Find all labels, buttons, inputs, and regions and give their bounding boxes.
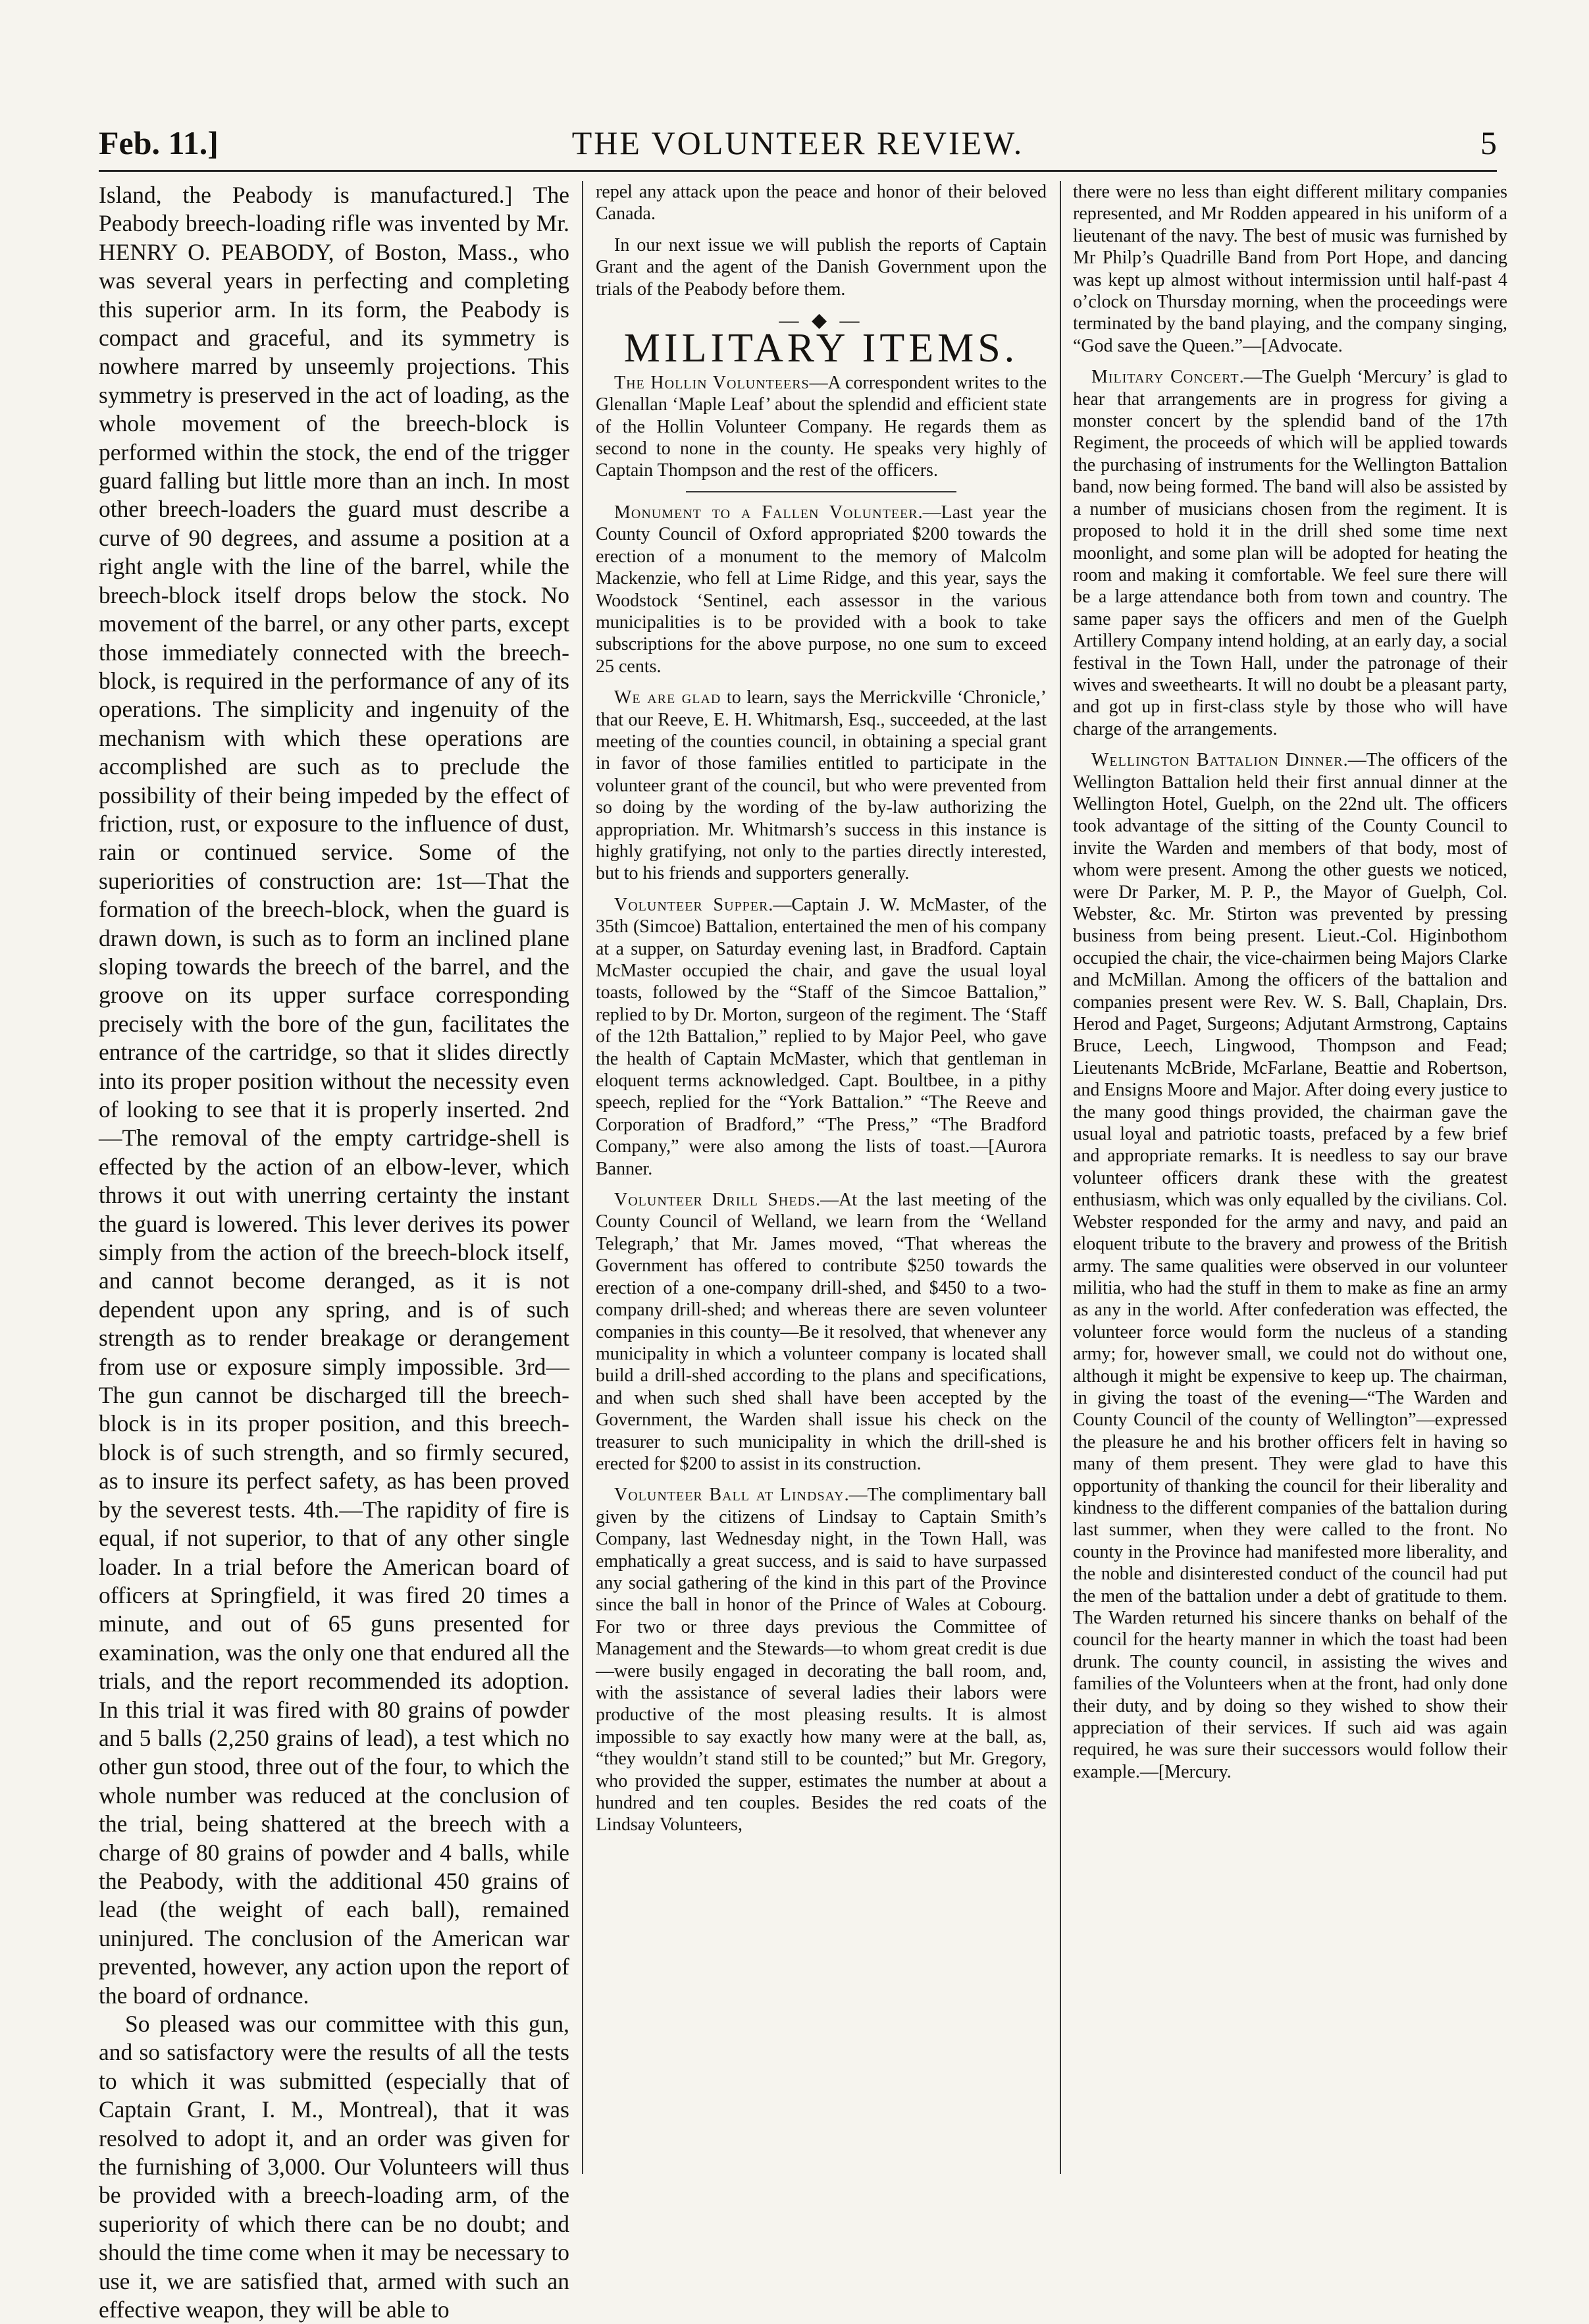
article-continuation: repel any attack upon the peace and honor of their beloved Canada. [596, 182, 1047, 224]
news-item-text: .—The complimentary ball given by the citizens of Lindsay to Captain Smith’s Company, last Wednesday night, in the Town Hall, was emphatically a great success, and is said to have surpassed any social gathering of the kind in this part of the Province since the ball in honor of the Prince of Wales at Cobourg. For two or three days previous the Committee of Management and the Stewards—to whom great credit is due—were busily engaged in decorating the ball room, and, with the assistance of several ladies their labors were productive of the most pleasing results. It is almost impossible to say exactly how many were at the ball, as, “they wouldn’t stand still to be counted;” but Mr. Gregory, who provided the supper, estimates the number at about a hundred and ten couples. Besides the red coats of the Lindsay Volunteers, [596, 1485, 1047, 1835]
ornament-divider: — ◆ — [779, 309, 864, 332]
news-item-text: .—At the last meeting of the County Council of Welland, we learn from the ‘Welland Telegraph,’ that Mr. James moved, “That whereas the Government has offered to contribute $250 towards the erection of a one-company drill-shed, and $450 to a two-company drill-shed; and whereas there are seven volunteer companies in this county—Be it resolved, that whenever any municipality in which a volunteer company is located shall build a drill-shed according to the plans and specifications, and when such shed shall have been accepted by the Government, the Warden shall issue his check on the treasurer to such municipality in which the drill-shed is erected for $200 to assist in its construction. [596, 1190, 1047, 1474]
section-title: MILITARY ITEMS. [623, 326, 1019, 371]
news-item [596, 372, 1047, 482]
news-item [1073, 749, 1507, 1783]
news-item-text: .—The officers of the Wellington Battalion held their first annual dinner at the Wellington Hotel, Guelph, on the 22nd ult. The officers took advantage of the sitting of the County Council to invite the Warden and members of that body, most of whom were present. Among the other guests we noticed, were Dr Parker, M. P. P., the Mayor of Guelph, Col. Webster, &c. Mr. Stirton was prevented by pressing business from being present. Lieut.-Col. Higinbothom occupied the chair, the vice-chairmen being Majors Clarke and McMillan. Among the officers of the battalion and companies present were Rev. W. S. Ball, Chaplain, Drs. Herod and Paget, Surgeons; Adjutant Armstrong, Captains Bruce, Leech, Lingwood, Thompson and Fead; Lieutenants McBride, McFarlane, Beattie and Robertson, and Ensigns Moore and Major. After doing every justice to the many good things provided, the chairman gave the usual loyal and patriotic toasts, prefaced by a few brief and appropriate remarks. It is needless to say our brave volunteer officers drank these with the greatest enthusiasm, which was only equalled by the civilians. Col. Webster responded for the army and navy, and paid an eloquent tribute to the bravery and prowess of the British army. The same qualities were observed in our volunteer militia, who had the stuff in them to make as fine an army as any in the world. After confederation was effected, the volunteer force would form the nucleus of a standing army; for, however small, we could not do without one, although it might be expensive to keep up. The chairman, in giving the toast of the evening—“The Warden and County Council of the county of Wellington”—expressed the pleasure he and his brother officers felt in having so many of them present. They were glad to have this opportunity of thanking the council for their liberality and kindness to the different companies of the battalion during last summer, when they were called to the front. No county in the Province had manifested more liberality, and the noble and disinterested conduct of the council had put the men of the battalion under a debt of gratitude to them. The Warden returned his sincere thanks on behalf of the council for the hearty manner in which the toast had been drunk. The county council, in assisting the wives and families of the Volunteers when at the front, had only done their duty, and by doing so they wished to show their appreciation of their services. If such aid was again required, he was sure their successors would follow their example.—[Mercury. [1073, 750, 1508, 1782]
news-item [596, 502, 1047, 677]
page-header [99, 124, 1497, 163]
news-item-head: Monument to a Fallen Volunteer [614, 502, 918, 523]
news-item-head: Volunteer Supper [614, 894, 769, 915]
article-paragraph: In our next issue we will publish the reports of Captain Grant and the agent of the Danish Government upon the trials of the Peabody before them. [596, 234, 1047, 300]
column-divider [582, 181, 583, 2174]
news-item [596, 1484, 1047, 1836]
item-separator [686, 491, 956, 492]
news-item-text: .—The Guelph ‘Mercury’ is glad to hear that arrangements are in progress for giving a monster concert by the splendid band of the 17th Regiment, the proceeds of which will be applied towards the purchasing of instruments for the Wellington Battalion band, now being formed. The band will also be assisted by a number of musicians chosen from the regiment. It is proposed to hold it in the drill shed some time next moonlight, and some plan will be adopted for heating the room and making it comfortable. We feel sure there will be a large attendance both from town and country. The same paper says the officers and men of the Guelph Artillery Company intend holding, at an early day, a social festival in the Town Hall, under the patronage of their wives and sweethearts. It will no doubt be a pleasant party, and got up in first-class style by those who will have charge of the arrangements. [1073, 367, 1507, 739]
column-2 [596, 181, 1047, 2174]
masthead-title: THE VOLUNTEER REVIEW. [571, 124, 1024, 161]
news-item-head: Wellington Battalion Dinner [1091, 750, 1343, 771]
column-1 [99, 181, 569, 2323]
news-item-text: to learn, says the Merrickville ‘Chronicle,’ that our Reeve, E. H. Whitmarsh, Esq., succeeded, at the last meeting of the counties council, in obtaining a special grant in favor of those families entitled to participate in the volunteer grant of the council, but who were prevented from so doing by the wording of the by-law authorizing the appropriation. Mr. Whitmarsh’s success in this instance is highly gratifying, not only to the parties directly interested, but to his friends and supporters generally. [596, 687, 1047, 884]
news-item-text: —A correspondent writes to the Glenallan ‘Maple Leaf’ about the splendid and efficient state of the Hollin Volunteer Company. He regards them as second to none in the county. He speaks very highly of Captain Thompson and the rest of the officers. [596, 372, 1047, 481]
news-item-text: .—Last year the County Council of Oxford appropriated $200 towards the erection of a monument to the memory of Malcolm Mackenzie, who fell at Lime Ridge, and this year, says the Woodstock ‘Sentinel, each assessor in the various municipalities is to be provided with a book to take subscriptions for the above purpose, no one sum to exceed 25 cents. [596, 502, 1047, 677]
news-item-head: The Hollin Volunteers [614, 372, 810, 393]
news-item [596, 894, 1047, 1180]
peabody-article-paragraph: Island, the Peabody is manufactured.] The Peabody breech-loading rifle was invented by Mr. HENRY O. PEABODY, of Boston, Mass., who was several years in perfecting and completing this superior arm. In its form, the Peabody is compact and graceful, and its symmetry is nowhere marred by unseemly projections. This symmetry is preserved in the act of loading, as the whole movement of the breech-block is performed within the stock, the end of the trigger guard falling but little more than an inch. In most other breech-loaders the guard must describe a curve of 90 degrees, and assume a position at a right angle with the line of the barrel, while the breech-block itself drops below the stock. No movement of the barrel, or any other parts, except those immediately connected with the breech-block, is required in the performance of any of its operations. The simplicity and ingenuity of the mechanism with which these operations are accomplished are such as to preclude the possibility of their being impeded by the effect of friction, rust, or exposure to the influence of dust, rain or continued service. Some of the superiorities of construction are: 1st—That the formation of the breech-block, when the guard is drawn down, is such as to form an inclined plane sloping towards the breech of the barrel, and the groove on its upper surface corresponding precisely with the bore of the gun, facilitates the entrance of the cartridge, so that it slides directly into its proper position without the necessity even of looking to see that it is properly inserted. 2nd—The removal of the empty cartridge-shell is effected by the action of an elbow-lever, which throws it out with unerring certainty the instant the guard is lowered. This lever derives its power simply from the action of the breech-block itself, and cannot become deranged, as it is not dependent upon any spring, and is of such strength as to render breakage or derangement from use or exposure simply impossible. 3rd—The gun cannot be discharged till the breech-block is in its proper position, and this breech-block is of such strength, and so firmly secured, as to insure its perfect safety, as has been proved by the severest tests. 4th.—The rapidity of fire is equal, if not superior, to that of any other single loader. In a trial before the American board of officers at Springfield, it was fired 20 times a minute, and out of 65 guns presented for examination, was the only one that endured all the trials, and the report recommended its adoption. In this trial it was fired with 80 grains of powder and 5 balls (2,250 grains of lead), a test which no other gun stood, three out of the four, to which the whole number was reduced at the conclusion of the trial, being shattered at the breech with a charge of 80 grains of powder and 4 balls, while the Peabody, with the additional 450 grains of lead (the weight of each ball), remained uninjured. The conclusion of the American war prevented, however, any action upon the report of the board of ordnance. [99, 182, 569, 2009]
header-rule [99, 170, 1497, 172]
news-item-continuation: there were no less than eight different military companies represented, and Mr Rodden appeared in his uniform of a lieutenant of the navy. The best of music was furnished by Mr Philp’s Quadrille Band from Port Hope, and dancing was kept up almost without intermission until half-past 4 o’clock on Thursday morning, when the proceedings were terminated by the band playing, and the company singing, “God save the Queen.”—[Advocate. [1073, 182, 1507, 356]
news-item [596, 687, 1047, 885]
news-item-head: We are glad [614, 687, 721, 708]
news-item-head: Volunteer Ball at Lindsay [614, 1485, 845, 1506]
peabody-article-paragraph: So pleased was our committee with this gun, and so satisfactory were the results of all the tests to which it was submitted (especially that of Captain Grant, I. M., Montreal), that it was resolved to adopt it, and an order was given for the furnishing of 3,000. Our Volunteers will thus be provided with a breech-loading arm, of the superiority of which there can be no doubt; and should the time come when it may be necessary to use it, we are satisfied that, armed with such an effective weapon, they will be able to [99, 2011, 569, 2323]
news-item-text: .—Captain J. W. McMaster, of the 35th (Simcoe) Battalion, entertained the men of his company at a supper, on Saturday evening last, in Bradford. Captain McMaster occupied the chair, and gave the usual loyal toasts, followed by the “Staff of the Simcoe Battalion,” replied to by Dr. Morton, surgeon of the regiment. The ‘Staff of the 12th Battalion,” replied to by Major Peel, who gave the health of Captain McMaster, which that gentleman in eloquent terms acknowledged. Capt. Boultbee, in a pithy speech, replied for the “York Battalion.” “The Reeve and Corporation of Bradford,” “The Press,” “The Bradford Company,” were also among the lists of toast.—[Aurora Banner. [596, 894, 1047, 1179]
column-divider [1060, 181, 1061, 2174]
news-item [1073, 366, 1507, 740]
column-3 [1073, 181, 1507, 2174]
news-item [596, 1189, 1047, 1475]
page-number: 5 [1480, 124, 1497, 161]
news-item-head: Volunteer Drill Sheds [614, 1190, 816, 1211]
news-item-head: Military Concert [1091, 367, 1239, 388]
issue-date: Feb. 11.] [99, 124, 219, 161]
